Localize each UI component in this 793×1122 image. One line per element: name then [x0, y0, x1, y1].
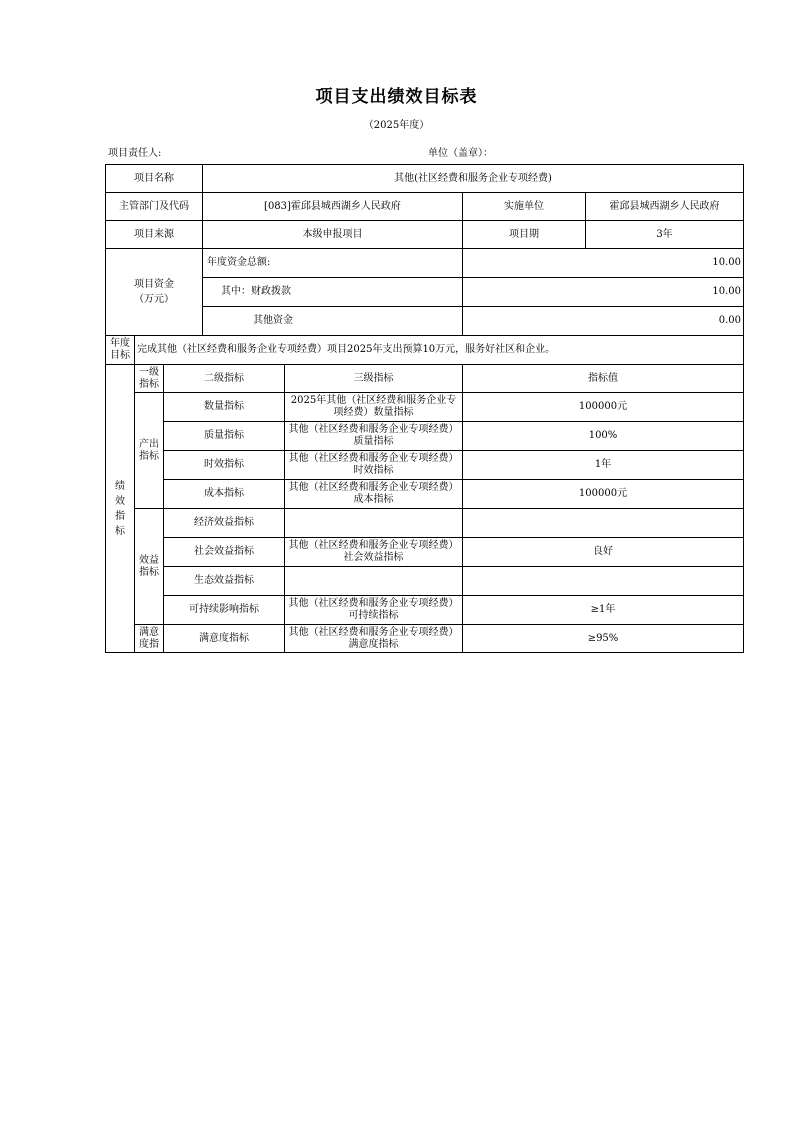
- source-label: 项目来源: [106, 221, 203, 249]
- source-value: 本级申报项目: [203, 221, 463, 249]
- responsible-person-label: 项目责任人:: [108, 148, 162, 159]
- level2-header: 二级指标: [164, 365, 285, 393]
- level2-timeliness: 时效指标: [164, 451, 285, 480]
- value-sustainable: ≥1年: [463, 596, 744, 625]
- impl-unit-value: 霍邱县城西湖乡人民政府: [586, 193, 744, 221]
- period-label: 项目期: [463, 221, 586, 249]
- performance-target-table: [105, 164, 744, 653]
- value-economic: [463, 509, 744, 538]
- level2-quality: 质量指标: [164, 422, 285, 451]
- fiscal-year: （2025年度）: [363, 120, 430, 131]
- output-indicator-group: 产出指标: [135, 393, 164, 509]
- level2-social: 社会效益指标: [164, 538, 285, 567]
- perf-indicator-label: 绩效指标: [106, 365, 135, 653]
- dept-label: 主管部门及代码: [106, 193, 203, 221]
- funds-fiscal-label: 其中：财政拨款: [203, 278, 463, 307]
- value-social: 良好: [463, 538, 744, 567]
- funds-total-value: 10.00: [463, 249, 744, 278]
- value-satisfaction: ≥95%: [463, 625, 744, 653]
- funds-fiscal-value: 10.00: [463, 278, 744, 307]
- level2-quantity: 数量指标: [164, 393, 285, 422]
- dept-value: [083]霍邱县城西湖乡人民政府: [203, 193, 463, 221]
- funds-label: 项目资金 （万元）: [106, 249, 203, 336]
- funds-other-value: 0.00: [463, 307, 744, 336]
- level3-timeliness: 其他（社区经费和服务企业专项经费）时效指标: [285, 451, 463, 480]
- value-timeliness: 1年: [463, 451, 744, 480]
- level3-sustainable: 其他（社区经费和服务企业专项经费）可持续指标: [285, 596, 463, 625]
- value-quality: 100%: [463, 422, 744, 451]
- level2-satisfaction: 满意度指标: [164, 625, 285, 653]
- benefit-indicator-group: 效益指标: [135, 509, 164, 625]
- level3-satisfaction: 其他（社区经费和服务企业专项经费）满意度指标: [285, 625, 463, 653]
- level2-sustainable: 可持续影响指标: [164, 596, 285, 625]
- satisfaction-indicator-group: 满意度指: [135, 625, 164, 653]
- funds-total-label: 年度资金总额:: [203, 249, 463, 278]
- level3-header: 三级指标: [285, 365, 463, 393]
- page-title: 项目支出绩效目标表: [315, 87, 478, 107]
- level3-social: 其他（社区经费和服务企业专项经费）社会效益指标: [285, 538, 463, 567]
- funds-other-label: 其他资金: [203, 307, 463, 336]
- value-quantity: 100000元: [463, 393, 744, 422]
- annual-goal-text: 完成其他（社区经费和服务企业专项经费）项目2025年支出预算10万元，服务好社区和企业。: [135, 336, 744, 365]
- unit-seal-label: 单位（盖章）：: [428, 148, 493, 159]
- annual-goal-label: 年度目标: [106, 336, 135, 365]
- period-value: 3年: [586, 221, 744, 249]
- impl-unit-label: 实施单位: [463, 193, 586, 221]
- level2-cost: 成本指标: [164, 480, 285, 509]
- level2-ecological: 生态效益指标: [164, 567, 285, 596]
- level3-economic: [285, 509, 463, 538]
- value-cost: 100000元: [463, 480, 744, 509]
- level3-cost: 其他（社区经费和服务企业专项经费）成本指标: [285, 480, 463, 509]
- level1-header: 一级指标: [135, 365, 164, 393]
- project-name-value: 其他(社区经费和服务企业专项经费): [203, 165, 744, 193]
- level2-economic: 经济效益指标: [164, 509, 285, 538]
- value-header: 指标值: [463, 365, 744, 393]
- value-ecological: [463, 567, 744, 596]
- level3-quality: 其他（社区经费和服务企业专项经费）质量指标: [285, 422, 463, 451]
- level3-quantity: 2025年其他（社区经费和服务企业专项经费）数量指标: [285, 393, 463, 422]
- level3-ecological: [285, 567, 463, 596]
- project-name-label: 项目名称: [106, 165, 203, 193]
